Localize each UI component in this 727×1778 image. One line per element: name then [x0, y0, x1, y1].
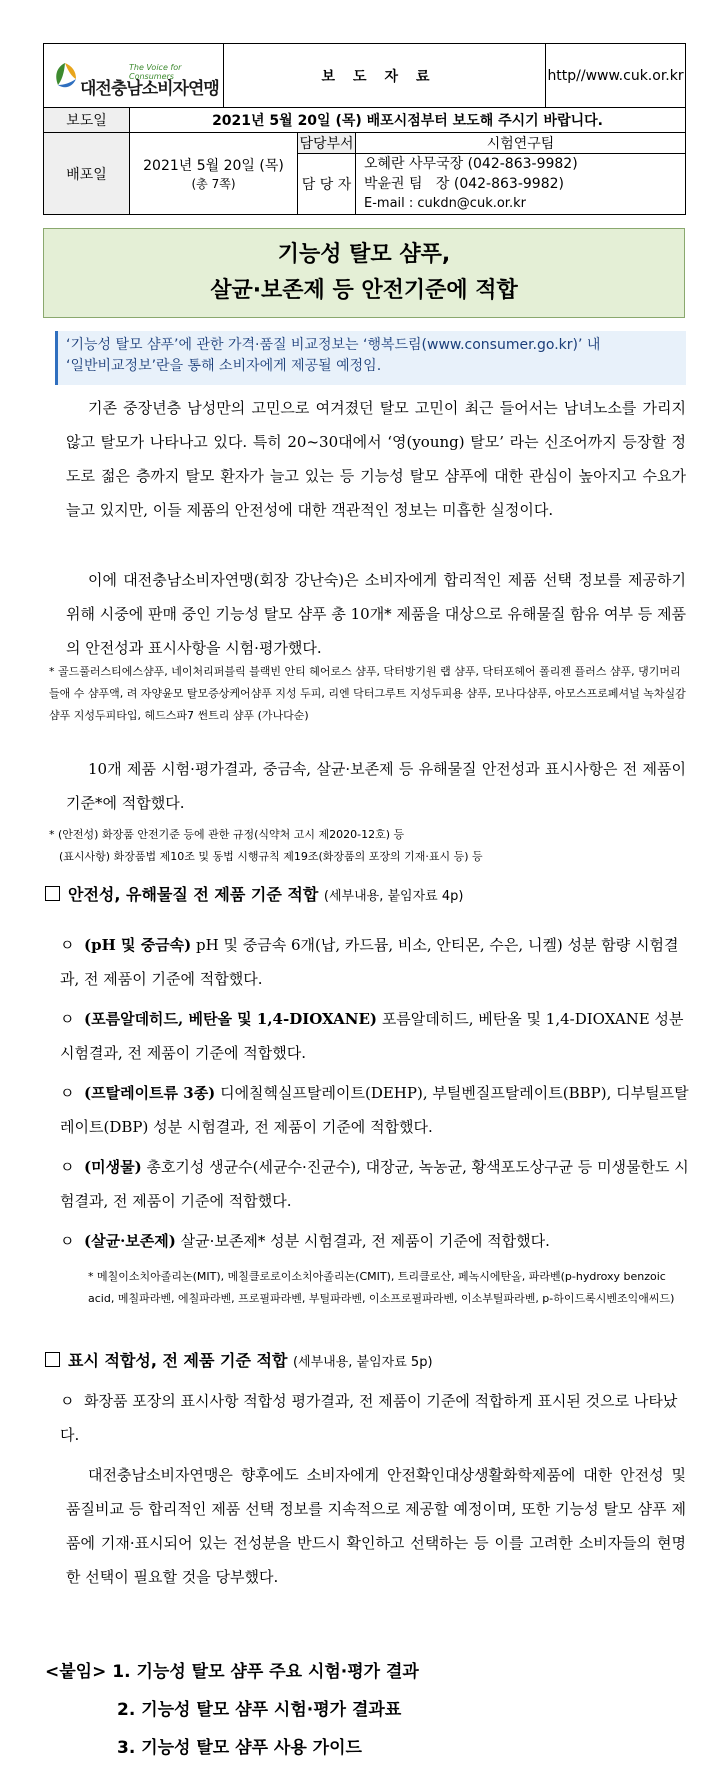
item-text: pH 및 중금속 6개(납, 카드뮴, 비소, 안티몬, 수은, 니켈) 성분 함량 시험결과, 전 제품이 기준에 적합했다. [60, 936, 679, 988]
item-head: (살균·보존제) [84, 1232, 176, 1250]
circle-bullet-icon: ㅇ [60, 1232, 75, 1250]
contact-cell [356, 154, 686, 215]
circle-bullet-icon: ㅇ [60, 1084, 75, 1102]
paragraph-1: 기존 중장년층 남성만의 고민으로 여겨졌던 탈모 고민이 최근 들어서는 남녀노소를 가리지 않고 탈모가 나타나고 있다. 특히 20~30대에서 ‘영(young) 탈모’ 라는 신조어까지 등장할 정도로 젊은 층까지 탈모 환자가 늘고 있는 등 기능성 탈모 샴푸에 대한 관심이 높아지고 수요가 늘고 있지만, 이들 제품의 안전성에 대한 객관적인 정보는 미흡한 실정이다. [66, 399, 686, 519]
contact-person-1: 오혜란 사무국장 (042-863-9982) [364, 156, 578, 172]
checkbox-square-icon [45, 1352, 60, 1367]
attachment-1 [45, 1652, 419, 1692]
website-url: http//www.cuk.or.kr [546, 44, 686, 108]
dept-value: 시험연구팀 [356, 133, 686, 154]
attachment-item: 1. 기능성 탈모 샴푸 주요 시험·평가 결과 [112, 1662, 419, 1682]
item-head: (pH 및 중금속) [84, 936, 192, 954]
section-2-title: 표시 적합성, 전 제품 기준 적합 [68, 1351, 288, 1370]
logo-tagline: The Voice for Consumers [129, 63, 182, 81]
list-item [60, 1002, 690, 1070]
baepo-date-cell [130, 133, 298, 215]
circle-bullet-icon: ㅇ [60, 1392, 75, 1410]
attachment-item: 2. 기능성 탈모 샴푸 시험·평가 결과표 [117, 1700, 402, 1720]
bodo-label: 보도일 [44, 108, 130, 133]
footnote-products: * 골드풀러스티에스샴푸, 네이처리퍼블릭 블랙빈 안티 헤어로스 샴푸, 닥터방기원 랩 샴푸, 닥터포헤어 폴리젠 플러스 샴푸, 댕기머리 들애 수 샴푸액, 려 자양윤모 탈모증상케어샴푸 지성 두피, 리엔 닥터그루트 지성두피용 샴푸, 모나다샴푸, 아모스프로페셔널 녹차실감 샴푸 지성두피타입, 헤드스파7 썬트리 샴푸 (가나다순) [49, 665, 686, 722]
info-note [55, 331, 686, 385]
paragraph-4: 대전충남소비자연맹은 향후에도 소비자에게 안전확인대상생활화학제품에 대한 안전성 및 품질비교 등 합리적인 제품 선택 정보를 지속적으로 제공할 예정이며, 또한 기능성 탈모 샴푸 제품에 기재·표시되어 있는 전성분을 반드시 확인하고 선택하는 등 이를 고려한 소비자들의 현명한 선택이 필요할 것을 당부했다. [66, 1466, 686, 1586]
item-text: 포름알데히드, 베탄올 및 1,4-DIOXANE 성분 시험결과, 전 제품이 기준에 적합했다. [60, 1010, 684, 1062]
bodo-value: 2021년 5월 20일 (목) 배포시점부터 보도해 주시기 바랍니다. [130, 108, 686, 133]
headline-line-2: 살균·보존제 등 안전기준에 적합 [210, 278, 518, 303]
contact-email: E-mail : cukdn@cuk.or.kr [364, 196, 526, 211]
item-text: 총호기성 생균수(세균수·진균수), 대장균, 녹농균, 황색포도상구균 등 미생물한도 시험결과, 전 제품이 기준에 적합했다. [60, 1158, 689, 1210]
footnote-standard-2: (표시사항) 화장품법 제10조 및 동법 시행규칙 제19조(화장품의 포장의 기재·표시 등) 등 [59, 850, 483, 863]
logo-name: 대전충남소비자연맹 [80, 79, 219, 99]
item-head: (프탈레이트류 3종) [84, 1084, 216, 1102]
section-2-heading [45, 1348, 433, 1371]
checkbox-square-icon [45, 886, 60, 901]
list-item [60, 1150, 690, 1218]
document-title: 보도자료 [224, 44, 546, 108]
section-2-sub: (세부내용, 붙임자료 5p) [292, 1355, 433, 1370]
item-text: 살균·보존제* 성분 시험결과, 전 제품이 기준에 적합했다. [180, 1232, 550, 1250]
list-item [60, 928, 690, 996]
paragraph-2: 이에 대전충남소비자연맹(회장 강난숙)은 소비자에게 합리적인 제품 선택 정보를 제공하기 위해 시중에 판매 중인 기능성 탈모 샴푸 총 10개* 제품을 대상으로 유해물질 함유 여부 등 제품의 안전성과 표시사항을 시험·평가했다. [66, 571, 686, 657]
logo [44, 44, 224, 108]
footnote-standard-1: * (안전성) 화장품 안전기준 등에 관한 규정(식약처 고시 제2020-12호) 등 [49, 828, 405, 841]
item-text: 화장품 포장의 표시사항 적합성 평가결과, 전 제품이 기준에 적합하게 표시된 것으로 나타났다. [60, 1392, 678, 1444]
baepo-date: 2021년 5월 20일 (목) [143, 158, 284, 174]
paragraph-3: 10개 제품 시험·평가결과, 중금속, 살균·보존제 등 유해물질 안전성과 표시사항은 전 제품이 기준*에 적합했다. [66, 760, 686, 812]
item-text: 디에칠헥실프탈레이트(DEHP), 부틸벤질프탈레이트(BBP), 디부틸프탈레이트(DBP) 성분 시험결과, 전 제품이 기준에 적합했다. [60, 1084, 689, 1136]
headline-box [43, 228, 685, 318]
header-table [43, 43, 686, 215]
person-label: 담 당 자 [298, 154, 356, 215]
note-line-2: ‘일반비교정보’란을 통해 소비자에게 제공될 예정임. [66, 358, 382, 374]
section-1-sub: (세부내용, 붙임자료 4p) [323, 889, 464, 904]
section-1-title: 안전성, 유해물질 전 제품 기준 적합 [68, 885, 319, 904]
headline-line-1: 기능성 탈모 샴푸, [277, 242, 451, 267]
circle-bullet-icon: ㅇ [60, 1158, 75, 1176]
item-head: (포름알데히드, 베탄올 및 1,4-DIOXANE) [84, 1010, 378, 1028]
list-item [60, 1384, 690, 1452]
baepo-pages: (총 7쪽) [191, 177, 236, 191]
baepo-label: 배포일 [44, 133, 130, 215]
note-line-1: ‘기능성 탈모 샴푸’에 관한 가격·품질 비교정보는 ‘행복드림(www.consumer.go.kr)’ 내 [66, 337, 601, 353]
circle-bullet-icon: ㅇ [60, 936, 75, 954]
list-item [60, 1224, 690, 1258]
circle-bullet-icon: ㅇ [60, 1010, 75, 1028]
attachment-label: <붙임> [45, 1662, 107, 1682]
footnote-preservatives: * 메칠이소치아졸리논(MIT), 메칠클로로이소치아졸리논(CMIT), 트리클로산, 페녹시에탄올, 파라벤(p-hydroxy benzoic acid, 메칠파라벤, 에칠파라벤, 프로필파라벤, 부틸파라벤, 이소프로필파라벤, 이소부틸파라벤, p-하이드록시벤조익애씨드) [88, 1270, 675, 1305]
dept-label: 담당부서 [298, 133, 356, 154]
list-item [60, 1076, 690, 1144]
section-1-heading [45, 882, 463, 905]
attachment-item: 3. 기능성 탈모 샴푸 사용 가이드 [117, 1738, 362, 1758]
logo-mark-icon [52, 61, 78, 91]
item-head: (미생물) [84, 1158, 142, 1176]
contact-person-2: 박윤권 팀 장 (042-863-9982) [364, 176, 564, 192]
